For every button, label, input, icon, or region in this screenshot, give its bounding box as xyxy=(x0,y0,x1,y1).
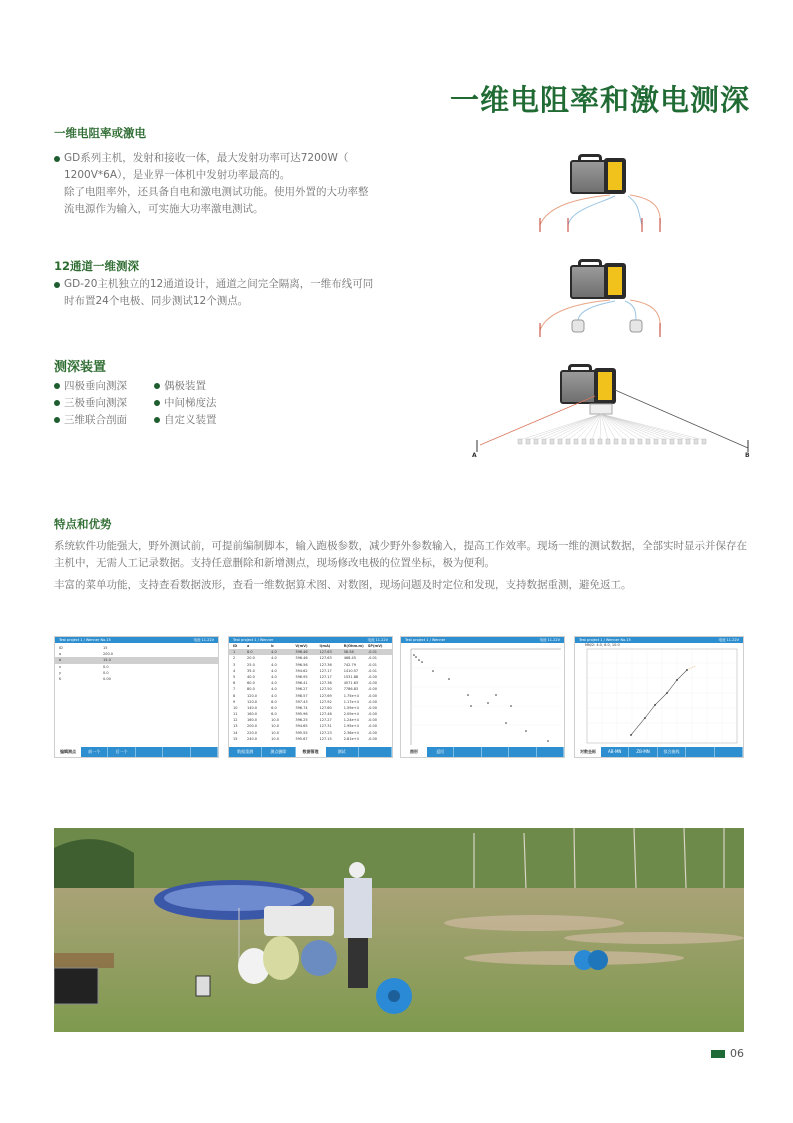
table-cell: 2.36e+4 xyxy=(343,730,359,735)
table-cell: 468.45 xyxy=(343,656,356,661)
channels-description: GD-20主机独立的12通道设计，通道之间完全隔离，一维布线可同 时布置24个电极、同步测试12个测点。 xyxy=(54,276,384,310)
screen-footer: 数据重测 测点删除 数据管理 测试 xyxy=(229,747,392,757)
table-cell: 1.59e+4 xyxy=(343,705,359,710)
table-cell: 25.0 xyxy=(247,662,255,667)
table-cell: 13 xyxy=(233,724,238,729)
bullet-icon xyxy=(54,383,60,389)
screen-title-bar: Test project 1 / Wenner 电池 11.22V xyxy=(401,637,564,643)
table-cell: 2 xyxy=(233,656,236,661)
table-cell: 742.79 xyxy=(343,662,356,667)
table-cell: 10.0 xyxy=(271,718,279,723)
table-cell: 160.0 xyxy=(247,718,258,723)
table-cell: 4.0 xyxy=(271,662,277,667)
multi-electrode-diagram xyxy=(465,360,760,460)
table-cell: 398.57 xyxy=(295,693,308,698)
test-button[interactable]: 测试 xyxy=(326,747,359,757)
empty-button[interactable] xyxy=(359,747,392,757)
empty-button[interactable] xyxy=(509,747,536,757)
section-heading-features: 特点和优势 xyxy=(54,517,112,531)
screen-params xyxy=(54,636,219,758)
param-row: y 0.0 xyxy=(59,670,109,675)
table-cell: 40.0 xyxy=(247,674,255,679)
four-electrode-diagram xyxy=(520,150,700,235)
page-number: 06 xyxy=(711,1047,744,1060)
table-cell: 4 xyxy=(233,668,236,673)
param-row: x 0.0 xyxy=(59,664,109,669)
ab-mn-button[interactable]: AB-MN xyxy=(601,747,629,757)
field-scene-illustration xyxy=(54,828,744,1032)
bullet-icon xyxy=(54,282,60,288)
table-cell: 60.0 xyxy=(247,681,255,686)
table-cell: 396.56 xyxy=(295,662,308,667)
table-cell: 1 xyxy=(233,650,236,655)
table-cell: 396.95 xyxy=(295,674,308,679)
table-cell: 1.75e+4 xyxy=(343,693,359,698)
table-cell: 127.60 xyxy=(319,705,332,710)
empty-button[interactable] xyxy=(163,747,190,757)
empty-button[interactable] xyxy=(537,747,564,757)
table-cell: 395.96 xyxy=(295,712,308,717)
table-cell: 127.27 xyxy=(319,718,332,723)
field-survey-photo xyxy=(54,828,744,1032)
arithmetic-plot-area xyxy=(401,643,564,747)
table-cell: 120.0 xyxy=(247,693,258,698)
table-cell: 396.46 xyxy=(295,650,308,655)
mode-item: 自定义装置 xyxy=(154,412,254,428)
table-cell: 160.0 xyxy=(247,712,258,717)
fit-curve-button[interactable]: 拟合曲线 xyxy=(658,747,686,757)
table-cell: 127.36 xyxy=(319,662,332,667)
param-row: K 0.00 xyxy=(59,676,111,681)
table-cell: 1410.57 xyxy=(343,668,359,673)
table-cell: -0.00 xyxy=(367,681,377,686)
table-cell: -0.00 xyxy=(367,705,377,710)
table-cell: 395.67 xyxy=(295,736,308,741)
table-cell: 396.74 xyxy=(295,705,308,710)
table-cell: 120.0 xyxy=(247,699,258,704)
table-cell: 10.0 xyxy=(271,730,279,735)
table-cell: 127.36 xyxy=(319,681,332,686)
ip-electrode-diagram xyxy=(520,255,700,340)
mode-item: 中间梯度法 xyxy=(154,395,254,411)
table-cell: -0.01 xyxy=(367,656,377,661)
screen-arithmetic-plot xyxy=(400,636,565,758)
table-cell: -0.00 xyxy=(367,712,377,717)
table-cell: -0.01 xyxy=(367,650,377,655)
table-cell: 10.0 xyxy=(271,736,279,741)
empty-button[interactable] xyxy=(191,747,218,757)
table-cell: 12 xyxy=(233,718,238,723)
table-cell: 127.69 xyxy=(319,693,332,698)
table-cell: 4.0 xyxy=(271,674,277,679)
table-cell: 1531.88 xyxy=(343,674,359,679)
table-cell: -0.01 xyxy=(367,668,377,673)
electrode-array xyxy=(465,360,760,460)
param-row: b 15.0 xyxy=(55,657,218,663)
table-cell: 394.65 xyxy=(295,724,308,729)
table-cell: 3 xyxy=(233,662,236,667)
table-cell: -0.01 xyxy=(367,662,377,667)
param-row: a 200.0 xyxy=(59,652,114,657)
table-cell: 4.0 xyxy=(271,668,277,673)
table-cell: 127.17 xyxy=(319,674,332,679)
bullet-icon xyxy=(54,156,60,162)
table-cell: 4.0 xyxy=(271,681,277,686)
table-cell: 127.63 xyxy=(319,650,332,655)
log-plot-area xyxy=(575,648,743,747)
table-cell: 397.43 xyxy=(295,699,308,704)
zb-mn-button[interactable]: ZB-MN xyxy=(629,747,657,757)
electrode-a-label: A xyxy=(472,452,477,459)
table-cell: 1.95e+4 xyxy=(343,724,359,729)
table-cell: 127.63 xyxy=(319,656,332,661)
param-row: ID 15 xyxy=(59,646,108,650)
mode-item: 偶极装置 xyxy=(154,378,254,394)
screen-title-bar: Test project 1 / Wenner No.15 电池 11.22V xyxy=(55,637,218,643)
empty-button[interactable] xyxy=(686,747,714,757)
table-cell: 127.50 xyxy=(319,687,332,692)
bullet-icon xyxy=(154,400,160,406)
table-cell: 6.0 xyxy=(271,699,277,704)
table-cell: 396.41 xyxy=(295,681,308,686)
table-cell: 58.58 xyxy=(343,650,354,655)
table-cell: 6 xyxy=(233,681,236,686)
screen-title-bar: Test project 1 / Wenner No.15 电池 11.22V xyxy=(575,637,743,643)
mode-item: 三维联合剖面 xyxy=(54,412,154,428)
screen-log-plot xyxy=(574,636,744,758)
screen-footer: 编辑测点 前一个 后一个 xyxy=(55,747,218,757)
table-cell: 14 xyxy=(233,730,238,735)
plot-legend: MN/2: 4.0, 6.0, 10.0 xyxy=(585,643,620,647)
mode-item: 四极垂向测深 xyxy=(54,378,154,394)
empty-button[interactable] xyxy=(482,747,509,757)
table-cell: 127.31 xyxy=(319,724,332,729)
next-button[interactable]: 后一个 xyxy=(108,747,135,757)
table-cell: 8 xyxy=(233,693,236,698)
features-paragraph-2: 丰富的菜单功能，支持查看数据波形，查看一维数据算术图、对数图，现场问题及时定位和发现，支持数据重测，避免返工。 xyxy=(54,579,632,591)
table-cell: 9 xyxy=(233,699,236,704)
table-cell: 20.0 xyxy=(247,656,255,661)
table-cell: -0.00 xyxy=(367,693,377,698)
table-row[interactable] xyxy=(229,736,392,742)
table-header: ID a b V(mV) I(mA) R(Ohm.m) SP(mV) xyxy=(233,644,383,648)
remeasure-button[interactable]: 数据重测 xyxy=(229,747,262,757)
empty-button[interactable] xyxy=(715,747,743,757)
table-cell: 4.0 xyxy=(271,693,277,698)
table-cell: 15 xyxy=(233,736,238,741)
section-heading-devices: 测深装置 xyxy=(54,360,107,375)
back-button[interactable]: 返回 xyxy=(427,747,454,757)
table-cell: 10.0 xyxy=(271,724,279,729)
table-cell: 8.0 xyxy=(247,650,253,655)
screen-footer: 对数坐标 AB-MN ZB-MN 拟合曲线 xyxy=(575,747,743,757)
table-cell: -0.00 xyxy=(367,674,377,679)
table-cell: 240.0 xyxy=(247,736,258,741)
page-title: 一维电阻率和激电测深 xyxy=(450,83,751,117)
table-cell: 11 xyxy=(233,712,238,717)
screen-footer: 图形 返回 xyxy=(401,747,564,757)
table-cell: 127.46 xyxy=(319,712,332,717)
table-cell: -0.00 xyxy=(367,736,377,741)
features-text xyxy=(54,538,754,599)
table-cell: 4.0 xyxy=(271,656,277,661)
table-cell: 396.25 xyxy=(295,718,308,723)
screen-title-bar: Test project 1 / Wenner 电池 11.22V xyxy=(229,637,392,643)
table-cell: -0.00 xyxy=(367,718,377,723)
page-marker-icon xyxy=(711,1050,725,1058)
table-cell: 220.0 xyxy=(247,730,258,735)
table-cell: 2.81e+4 xyxy=(343,736,359,741)
table-cell: 4.0 xyxy=(271,687,277,692)
table-cell: 4.0 xyxy=(271,650,277,655)
table-cell: 1.24e+4 xyxy=(343,718,359,723)
empty-button[interactable] xyxy=(136,747,163,757)
table-cell: 396.27 xyxy=(295,687,308,692)
resistivity-description: GD系列主机，发射和接收一体，最大发射功率可达7200W（ 1200V*6A），是业界一体机中发射功率最高的。 除了电阻率外，还具备自电和激电测试功能。使用外置的大功率整 流电源作为输入，可实施大功率激电测试。 xyxy=(54,150,384,218)
table-cell: 200.0 xyxy=(247,724,258,729)
bullet-icon xyxy=(154,383,160,389)
bullet-icon xyxy=(54,417,60,423)
table-cell: 6.0 xyxy=(271,705,277,710)
bullet-icon xyxy=(154,417,160,423)
table-cell: 140.0 xyxy=(247,705,258,710)
table-cell: 6.0 xyxy=(271,712,277,717)
table-cell: 127.92 xyxy=(319,699,332,704)
table-cell: -0.00 xyxy=(367,724,377,729)
table-cell: 127.15 xyxy=(319,736,332,741)
table-cell: 1.17e+4 xyxy=(343,699,359,704)
screen-data-table xyxy=(228,636,393,758)
table-cell: -0.00 xyxy=(367,730,377,735)
delete-point-button[interactable]: 测点删除 xyxy=(262,747,295,757)
table-cell: 127.17 xyxy=(319,668,332,673)
electrode-wires xyxy=(520,150,700,235)
table-cell: 396.46 xyxy=(295,656,308,661)
table-body xyxy=(229,649,392,742)
electrode-wires xyxy=(520,255,700,340)
section-heading-resistivity: 一维电阻率或激电 xyxy=(54,126,146,140)
table-cell: -0.00 xyxy=(367,699,377,704)
table-cell: 80.0 xyxy=(247,687,255,692)
section-heading-channels: 12通道一维测深 xyxy=(54,259,140,273)
features-paragraph-1: 系统软件功能强大，野外测试前，可提前编制脚本，输入跑极参数，减少野外参数输入，提高工作效率。现场一维的测试数据，全部实时显示并保存在主机中，无需人工记录数据。支持任意删除和新增测点，现场修改电极的位置坐标，极为便利。 xyxy=(54,540,747,569)
table-cell: 4571.63 xyxy=(343,681,359,686)
table-cell: 5 xyxy=(233,674,236,679)
empty-button[interactable] xyxy=(454,747,481,757)
bullet-icon xyxy=(54,400,60,406)
table-cell: 35.0 xyxy=(247,668,255,673)
device-mode-list xyxy=(54,378,254,428)
electrode-b-label: B xyxy=(745,452,750,459)
table-cell: 10 xyxy=(233,705,238,710)
prev-button[interactable]: 前一个 xyxy=(81,747,108,757)
table-cell: 7786.83 xyxy=(343,687,359,692)
table-cell: 395.55 xyxy=(295,730,308,735)
mode-item: 三极垂向测深 xyxy=(54,395,154,411)
table-cell: 394.62 xyxy=(295,668,308,673)
table-cell: -0.00 xyxy=(367,687,377,692)
table-cell: 7 xyxy=(233,687,236,692)
table-cell: 127.23 xyxy=(319,730,332,735)
table-cell: 2.09e+4 xyxy=(343,712,359,717)
